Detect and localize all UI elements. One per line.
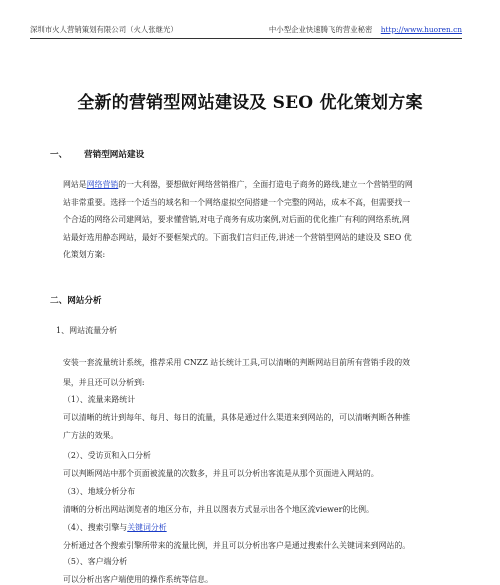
item-3-title: （3）、地域分析分布	[63, 487, 136, 496]
page-header	[30, 22, 462, 39]
item-3-desc: 清晰的分析出网站浏览者的地区分布，并且以图表方式显示出各个地区流viewer的比例。	[63, 505, 374, 514]
intro-line-2: 果，并且还可以分析到:	[63, 378, 145, 387]
item-1-desc-2: 广方法的效果。	[63, 431, 119, 440]
header-slogan: 中小型企业快速腾飞的营业秘密	[268, 25, 373, 34]
intro-line-1: 安装一套流量统计系统，推荐采用 CNZZ 站长统计工具,可以清晰的判断网站目前所有营销手段的效	[63, 358, 411, 367]
section1-heading: 营销型网站建设	[84, 150, 145, 160]
item-1-desc-1: 可以清晰的统计到每年、每月、每日的流量，具体是通过什么渠道来到网站的，可以清晰判断各种推	[63, 413, 411, 422]
item-5-desc: 可以分析出客户端使用的操作系统等信息。	[63, 575, 213, 584]
section1-paragraph	[63, 176, 458, 264]
para-line-2: 站非常重要。选择一个适当的域名和一个网络虚拟空间搭建一个完整的网站，成本不高，但需要找一	[63, 197, 411, 207]
section2-heading: 二、网站分析	[50, 296, 102, 306]
item-2-desc: 可以判断网站中那个页面被流量的次数多，并且可以分析出客流是从那个页面进入网站的。	[63, 469, 379, 478]
header-url-link[interactable]: http://www.huoren.cn	[380, 25, 462, 34]
para-line-5: 化策划方案:	[63, 250, 106, 259]
para-line-4: 站最好选用静态网站，最好不要框架式的。下面我们言归正传,讲述一个营销型网站的建设及 SEO 优	[63, 232, 412, 242]
network-marketing-link[interactable]: 网络营销	[86, 180, 119, 189]
section1-number: 一、	[50, 150, 68, 160]
header-company: 深圳市火人营销策划有限公司（火人张继光）	[30, 25, 178, 34]
item-5-title: （5）、客户端分析	[63, 557, 128, 566]
document-title: 全新的营销型网站建设及 SEO 优化策划方案	[77, 93, 423, 113]
item-4-desc: 分析通过各个搜索引擎所带来的流量比例，并且可以分析出客户是通过搜索什么关键词来到网站的。	[63, 541, 411, 550]
item-2-title: （2）、受访页和入口分析	[63, 451, 151, 460]
para-line-1: 网站是网络营销的一大利器，要想做好网络营销推广，全面打造电子商务的路线,建立一个营销型的网	[63, 180, 413, 189]
subsection-traffic-analysis: 1、网站流量分析	[56, 326, 118, 335]
item-4-title: （4）、搜索引擎与关键词分析	[63, 523, 167, 532]
para-line-3: 个合适的网络公司建网站，要求懂营销,对电子商务有成功案例,对后面的优化推广有利的网络系统,网	[63, 215, 410, 224]
item-1-title: （1）、流量来路统计	[63, 395, 136, 404]
keyword-analysis-link[interactable]: 关键词分析	[127, 523, 167, 532]
header-right	[269, 22, 462, 38]
